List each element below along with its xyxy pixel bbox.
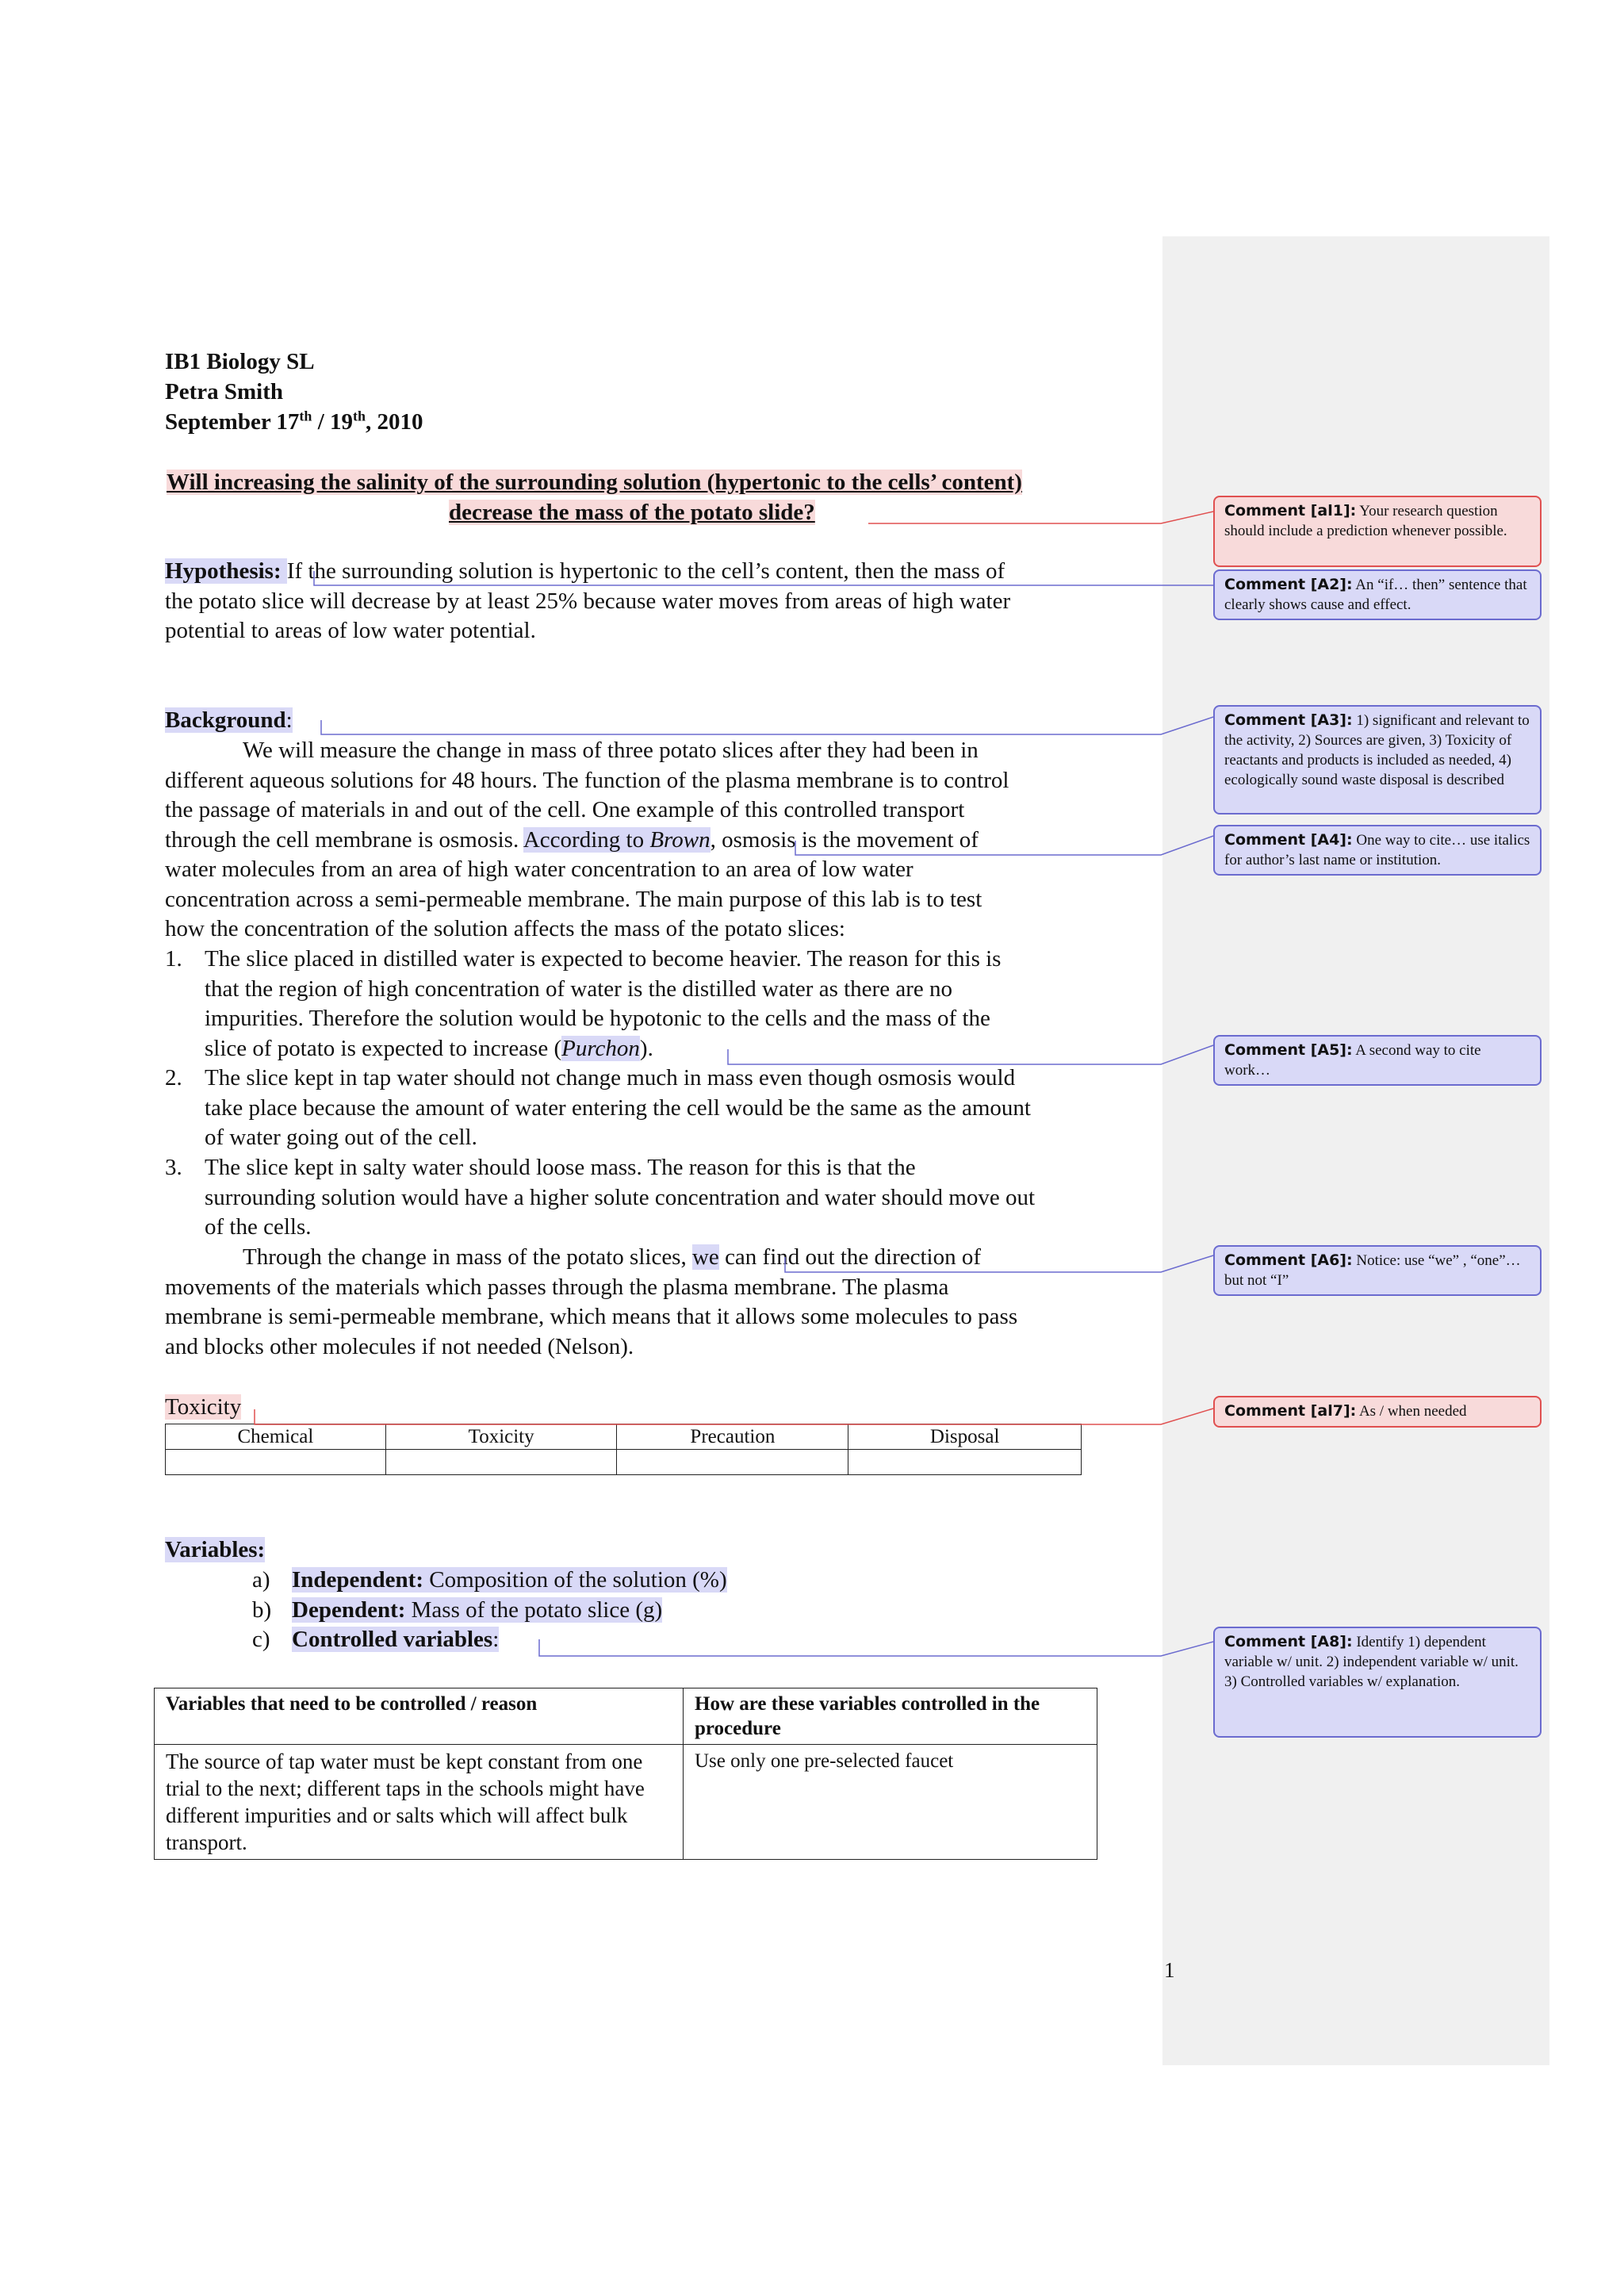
research-question-line1: Will increasing the salinity of the surrounding solution (hypertonic to the cells’ content) [167, 470, 1022, 495]
comment-tag: Comment [A2]: [1224, 576, 1353, 593]
bg-p1-line4-a: through the cell membrane is osmosis. [165, 826, 523, 853]
hypothesis-label: Hypothesis: [165, 558, 282, 584]
comment-text: An “if… then” sentence that clearly shows cause and effect. [1224, 577, 1527, 613]
bg-p1-line5: water molecules from an area of high water concentration to an area of low water [165, 857, 914, 882]
date-text-3: , 2010 [366, 409, 423, 435]
list-number: 3. [165, 1155, 182, 1180]
variable-desc: Composition of the solution (%) [423, 1567, 727, 1593]
page-number: 1 [1164, 1958, 1175, 1982]
comment-text: Identify 1) dependent variable w/ unit. 2) independent variable w/ unit. 3) Controlled variables w/ explanation. [1224, 1634, 1519, 1690]
comment-text: 1) significant and relevant to the activity, 2) Sources are given, 3) Toxicity of reactants and products is included as needed, 4) ecologically sound waste disposal is described [1224, 712, 1530, 788]
connector-a3 [321, 717, 1213, 734]
connector-a4 [795, 836, 1213, 855]
bg-p1-line4-b: , osmosis is the movement of [710, 826, 979, 853]
bg-p2-line2: movements of the materials which passes through the plasma membrane. The plasma [165, 1274, 949, 1300]
bg-p2-line4: and blocks other molecules if not needed (Nelson). [165, 1333, 634, 1359]
comment-text: A second way to cite work… [1224, 1042, 1481, 1079]
comment-tag: Comment [A4]: [1224, 831, 1353, 849]
bg-p2-line3: membrane is semi-permeable membrane, which means that it allows some molecules to pass [165, 1304, 1018, 1329]
comment-text: Your research question should include a prediction whenever possible. [1224, 503, 1507, 539]
list-line: The slice kept in tap water should not change much in mass even though osmosis would [205, 1065, 1016, 1091]
comment-balloon[interactable] [1213, 1035, 1542, 1086]
list-line-end: ). [639, 1035, 653, 1061]
comment-balloon[interactable] [1213, 705, 1542, 815]
variable-name: Independent: [292, 1567, 423, 1593]
list-number: 1. [165, 946, 182, 972]
comment-tag: Comment [A6]: [1224, 1251, 1353, 1269]
table-header-cell: How are these variables controlled in the procedure [684, 1688, 1097, 1745]
bg-p1-line6: concentration across a semi-permeable membrane. The main purpose of this lab is to test [165, 886, 982, 912]
toxicity-label: Toxicity [165, 1394, 242, 1420]
table-header-cell: Chemical [166, 1424, 386, 1450]
citation-purchon: Purchon [561, 1035, 640, 1061]
list-line: surrounding solution would have a higher solute concentration and water should move out [205, 1184, 1036, 1210]
comment-tag: Comment [A5]: [1224, 1041, 1353, 1059]
comment-balloon[interactable] [1213, 1245, 1542, 1296]
bg-p2-line1-b: can find out the direction of [718, 1244, 981, 1270]
comment-tag: Comment [A3]: [1224, 711, 1353, 729]
comment-balloon[interactable] [1213, 825, 1542, 876]
table-cell: Use only one pre-selected faucet [684, 1745, 1097, 1860]
we-highlight: we [691, 1244, 719, 1270]
date-text-1: September 17 [165, 409, 300, 435]
hypothesis-line3: potential to areas of low water potential. [165, 618, 536, 643]
bg-p1-line7: how the concentration of the solution affects the mass of the potato slices: [165, 916, 845, 941]
connector-al1 [868, 512, 1213, 523]
table-header-cell: Precaution [617, 1424, 848, 1450]
comment-tag: Comment [al7]: [1224, 1402, 1357, 1420]
date-text-2: / 19 [312, 409, 353, 435]
connector-a6 [785, 1255, 1213, 1272]
comment-text: One way to cite… use italics for author’s last name or institution. [1224, 832, 1530, 868]
background-label: Background [165, 707, 286, 733]
variable-letter: c) [252, 1627, 270, 1652]
connector-al7 [255, 1409, 1213, 1424]
comment-balloon[interactable] [1213, 496, 1542, 567]
variable-letter: a) [252, 1567, 270, 1593]
table-header-cell: Disposal [848, 1424, 1082, 1450]
list-number: 2. [165, 1065, 182, 1091]
variable-name: Controlled variables [292, 1627, 493, 1652]
list-line: take place because the amount of water entering the cell would be the same as the amount [205, 1094, 1031, 1121]
variable-name: Dependent: [292, 1596, 406, 1623]
hypothesis-line2: the potato slice will decrease by at least 25% because water moves from areas of high water [165, 588, 1011, 614]
comment-tag: Comment [A8]: [1224, 1633, 1353, 1650]
research-question-line2: decrease the mass of the potato slide? [449, 500, 815, 525]
connector-a2 [314, 571, 1213, 585]
variable-desc: Mass of the potato slice (g) [405, 1596, 663, 1623]
comment-text: Notice: use “we” , “one”… but not “I” [1224, 1252, 1521, 1289]
comment-balloon[interactable] [1213, 1396, 1542, 1428]
table-header-cell: Toxicity [385, 1424, 617, 1450]
bg-p2-line1-a: Through the change in mass of the potato slices, [243, 1244, 692, 1270]
connector-a5 [728, 1045, 1213, 1064]
bg-p1-line1: We will measure the change in mass of three potato slices after they had been in [243, 738, 979, 763]
citation-brown-name: Brown [649, 826, 710, 853]
variable-desc: : [492, 1627, 500, 1652]
comment-balloon[interactable] [1213, 1627, 1542, 1738]
date-sup-1: th [299, 408, 312, 424]
list-line: The slice placed in distilled water is expected to become heavier. The reason for this is [205, 946, 1002, 972]
connector-a8 [539, 1639, 1213, 1656]
list-line: that the region of high concentration of water is the distilled water as there are no [205, 976, 952, 1002]
author-name: Petra Smith [165, 379, 283, 404]
bg-p1-line2: different aqueous solutions for 48 hours. The function of the plasma membrane is to control [165, 767, 1009, 793]
list-line: impurities. Therefore the solution would be hypotonic to the cells and the mass of the [205, 1006, 990, 1031]
variable-letter: b) [252, 1596, 272, 1623]
list-line: slice of potato is expected to increase ( [205, 1035, 562, 1061]
list-line: of water going out of the cell. [205, 1125, 477, 1150]
comment-tag: Comment [al1]: [1224, 502, 1357, 519]
table-header-cell: Variables that need to be controlled / reason [155, 1688, 684, 1745]
variables-label: Variables: [165, 1537, 266, 1562]
bg-p1-line3: the passage of materials in and out of the cell. One example of this controlled transport [165, 797, 965, 822]
hypothesis-line1: If the surrounding solution is hypertonic to the cell’s content, then the mass of [286, 558, 1005, 584]
citation-brown-prefix: According to [523, 826, 650, 853]
background-colon: : [285, 707, 293, 733]
table-cell: The source of tap water must be kept constant from one trial to the next; different taps in the schools might have different impurities and or salts which will affect bulk transport. [155, 1745, 684, 1860]
comment-text: As / when needed [1358, 1403, 1467, 1420]
list-line: The slice kept in salty water should loose mass. The reason for this is that the [205, 1155, 916, 1180]
course-title: IB1 Biology SL [165, 349, 315, 374]
list-line: of the cells. [205, 1214, 312, 1240]
comment-balloon[interactable] [1213, 569, 1542, 620]
date-sup-2: th [353, 408, 366, 424]
